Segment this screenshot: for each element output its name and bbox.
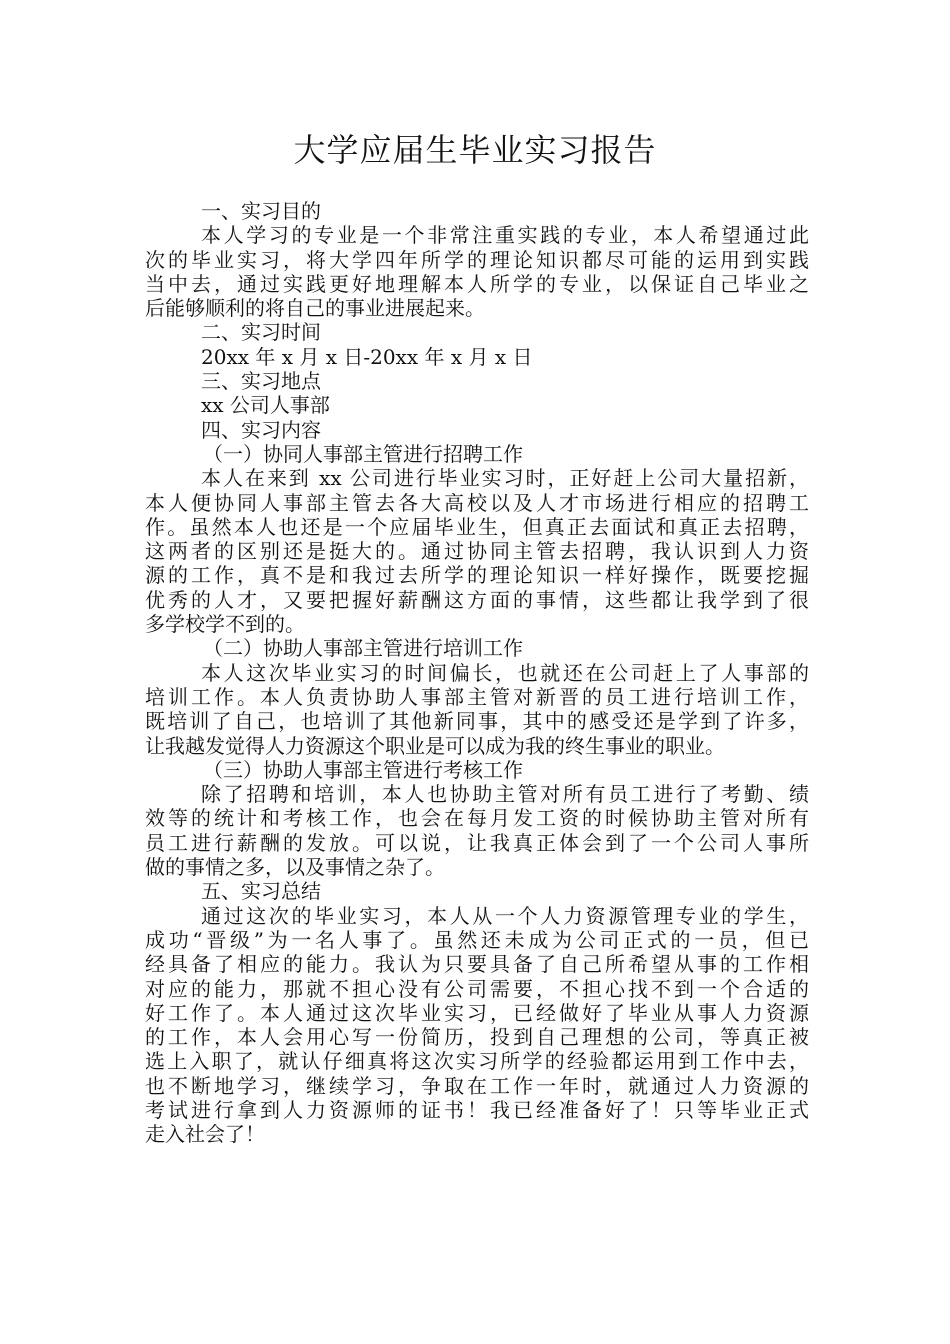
paragraph-line: 当中去，通过实践更好地理解本人所学的专业，以保证自己毕业之 <box>145 271 809 296</box>
paragraph-line: 培训工作。本人负责协助人事部主管对新晋的员工进行培训工作， <box>145 684 809 709</box>
paragraph-line: 源的工作，真不是和我过去所学的理论知识一样好操作，既要挖掘 <box>145 563 809 588</box>
paragraph-line: 好工作了。本人通过这次毕业实习，已经做好了毕业从事人力资源 <box>145 1000 809 1025</box>
subsection-heading-recruitment: （一）协同人事部主管进行招聘工作 <box>203 441 523 466</box>
subsection-heading-assessment: （三）协助人事部主管进行考核工作 <box>203 757 523 782</box>
section-heading-location: 三、实习地点 <box>201 369 321 394</box>
paragraph-line: 后能够顺利的将自己的事业进展起来。 <box>145 296 485 321</box>
paragraph-line: 多学校学不到的。 <box>145 612 305 637</box>
paragraph-line: 对应的能力，那就不担心没有公司需要，不担心找不到一个合适的 <box>145 976 809 1001</box>
paragraph-line: 本人学习的专业是一个非常注重实践的专业，本人希望通过此 <box>201 223 809 248</box>
section-heading-time: 二、实习时间 <box>201 320 321 345</box>
paragraph-line: 次的毕业实习，将大学四年所学的理论知识都尽可能的运用到实践 <box>145 247 809 272</box>
document-body <box>145 199 809 1147</box>
paragraph-line: 让我越发觉得人力资源这个职业是可以成为我的终生事业的职业。 <box>145 733 725 758</box>
paragraph-line: 走入社会了！ <box>145 1122 265 1147</box>
paragraph-line: 本人这次毕业实习的时间偏长，也就还在公司赶上了人事部的 <box>201 660 809 685</box>
section-heading-content: 四、实习内容 <box>201 417 321 442</box>
subsection-heading-training: （二）协助人事部主管进行培训工作 <box>203 636 523 661</box>
document-title: 大学应届生毕业实习报告 <box>293 131 657 169</box>
paragraph-line: 通过这次的毕业实习，本人从一个人力资源管理专业的学生， <box>201 903 809 928</box>
paragraph-line: 效等的统计和考核工作，也会在每月发工资的时候协助主管对所有 <box>145 806 809 831</box>
paragraph-line: 成功“晋级”为一名人事了。虽然还未成为公司正式的一员，但已 <box>145 927 809 952</box>
paragraph-line: 选上入职了，就认仔细真将这次实习所学的经验都运用到工作中去， <box>145 1049 809 1074</box>
paragraph-line: 本人便协同人事部主管去各大高校以及人才市场进行相应的招聘工 <box>145 490 809 515</box>
paragraph-line: 的工作，本人会用心写一份简历，投到自己理想的公司，等真正被 <box>145 1025 809 1050</box>
internship-location: xx 公司人事部 <box>201 393 330 418</box>
paragraph-line: 这两者的区别还是挺大的。通过协同主管去招聘，我认识到人力资 <box>145 539 809 564</box>
paragraph-line: 优秀的人才，又要把握好薪酬这方面的事情，这些都让我学到了很 <box>145 587 809 612</box>
paragraph-line: 除了招聘和培训，本人也协助主管对所有员工进行了考勤、绩 <box>201 782 809 807</box>
paragraph-line: 既培训了自己，也培训了其他新同事，其中的感受还是学到了许多， <box>145 709 809 734</box>
section-heading-summary: 五、实习总结 <box>201 879 321 904</box>
internship-dates: 20xx 年 x 月 x 日-20xx 年 x 月 x 日 <box>201 344 533 369</box>
paragraph-line: 考试进行拿到人力资源师的证书！我已经准备好了！只等毕业正式 <box>145 1097 809 1122</box>
paragraph-line: 作。虽然本人也还是一个应届毕业生，但真正去面试和真正去招聘， <box>145 514 809 539</box>
paragraph-line: 也不断地学习，继续学习，争取在工作一年时，就通过人力资源的 <box>145 1073 809 1098</box>
paragraph-line: 经具备了相应的能力。我认为只要具备了自己所希望从事的工作相 <box>145 952 809 977</box>
paragraph-line: 员工进行薪酬的发放。可以说，让我真正体会到了一个公司人事所 <box>145 830 809 855</box>
paragraph-line: 做的事情之多，以及事情之杂了。 <box>145 855 445 880</box>
section-heading-purpose: 一、实习目的 <box>201 199 321 223</box>
paragraph-line: 本人在来到 xx 公司进行毕业实习时，正好赶上公司大量招新， <box>201 466 809 491</box>
